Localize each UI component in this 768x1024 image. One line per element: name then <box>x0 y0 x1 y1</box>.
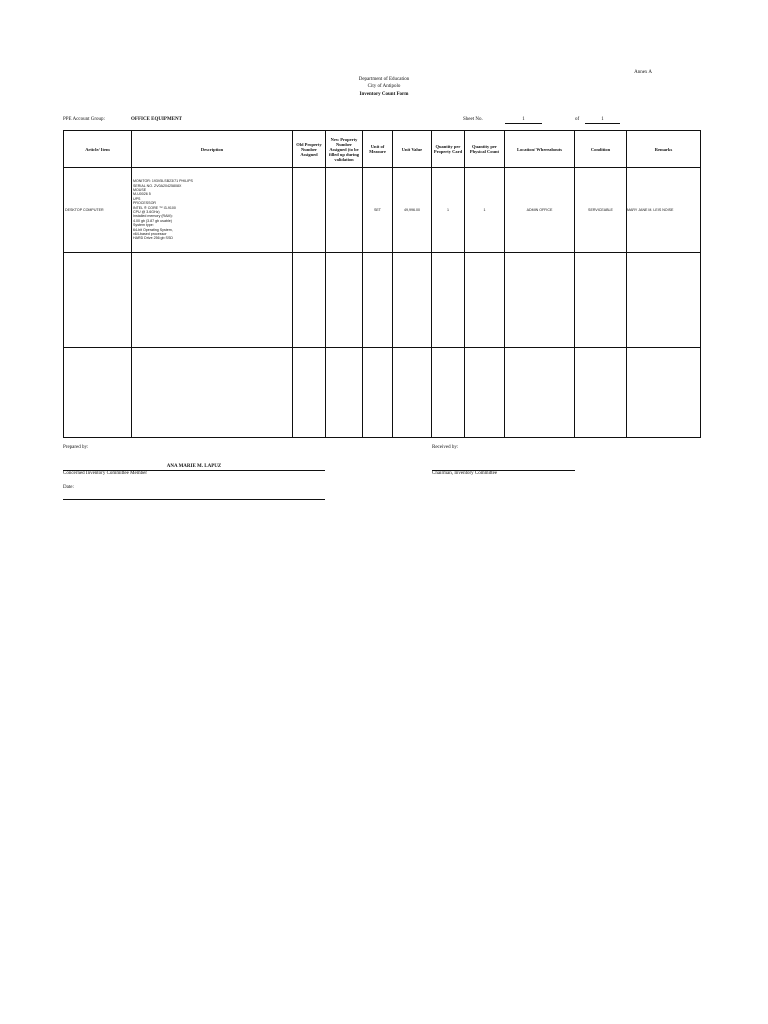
account-group-label: PPE Account Group: <box>63 117 105 122</box>
inventory-table <box>63 130 701 438</box>
col-header-unit-value: Unit Value <box>393 131 432 168</box>
description-line: HARD Drive 256 gb SSD <box>133 236 173 241</box>
table-header-row <box>64 131 701 168</box>
col-header-qty-physical-count: Quantity per Physical Count <box>465 131 505 168</box>
sheet-no-label: Sheet No. <box>463 117 483 122</box>
description-line: MOUSE <box>133 187 147 192</box>
received-by-label: Received by: <box>432 445 459 450</box>
col-header-remarks: Remarks <box>627 131 701 168</box>
form-title: Inventory Count Form <box>359 92 409 97</box>
description-line: 64-bit Operating System, <box>133 227 173 232</box>
cell-qty-property-card: 1 <box>432 168 465 253</box>
description-line: MONITOR: 193V5LSB23/71 PHILIPS <box>133 179 193 184</box>
table-row-empty <box>64 253 701 348</box>
description-line: M-U0026 5 <box>133 192 151 197</box>
sheet-total: 1 <box>585 117 620 124</box>
description-line: UPS <box>133 196 141 201</box>
annex-label: Annex A <box>634 70 652 75</box>
col-header-location: Location/ Whereabouts <box>505 131 575 168</box>
city-name: City of Antipolo <box>367 84 401 89</box>
description-line: PROCESSOR <box>133 201 156 206</box>
table-row-empty <box>64 348 701 438</box>
date-label: Date: <box>63 485 74 490</box>
department-name: Department of Education <box>358 77 410 82</box>
description-line: SERIAL NO. ZV0A20425808X <box>133 183 182 188</box>
description-line: x64-based processor <box>133 232 167 237</box>
account-group-value: OFFICE EQUIPMENT <box>131 117 182 122</box>
cell-unit-value: 49,996.00 <box>393 168 432 253</box>
col-header-condition: Condition <box>575 131 627 168</box>
col-header-old-property-number: Old Property Number Assigned <box>293 131 326 168</box>
description-line: 4.00 gb (3.87 gb usable) <box>133 218 172 223</box>
description-line: Installed memory (RAM): <box>133 214 173 219</box>
col-header-qty-property-card: Quantity per Property Card <box>432 131 465 168</box>
description-line: INTEL ® CORE ™ I3-9100 <box>133 205 176 210</box>
col-header-new-property-number: New Property Number Assigned (to be filled up during validation <box>326 131 363 168</box>
cell-remarks: MARY JANE M. LEIS NOISE <box>627 168 701 253</box>
description-line: System type: <box>133 223 154 228</box>
prepared-by-label: Prepared by: <box>63 445 89 450</box>
prepared-by-title: Concerned Inventory Committee Member <box>63 471 148 476</box>
cell-new-property-number <box>326 168 363 253</box>
received-by-title: Chairman, Inventory Committee <box>432 471 498 476</box>
cell-article: DESKTOP COMPUTER <box>64 168 132 253</box>
cell-unit-of-measure: SET <box>363 168 393 253</box>
cell-condition: SERVICEABLE <box>575 168 627 253</box>
col-header-article: Article/ Item <box>64 131 132 168</box>
col-header-description: Description <box>132 131 293 168</box>
cell-old-property-number <box>293 168 326 253</box>
description-line: CPU @ 3.6GHz) <box>133 210 160 214</box>
prepared-by-name: ANA MARIE M. LAPUZ <box>166 464 222 469</box>
sheet-number: 1 <box>505 117 542 124</box>
cell-description <box>132 168 293 253</box>
sheet-of-label: of <box>575 117 580 122</box>
date-line <box>63 499 325 500</box>
cell-location: ADMIN OFFICE <box>505 168 575 253</box>
table-row <box>64 168 701 253</box>
col-header-unit-of-measure: Unit of Measure <box>363 131 393 168</box>
cell-qty-physical-count: 1 <box>465 168 505 253</box>
